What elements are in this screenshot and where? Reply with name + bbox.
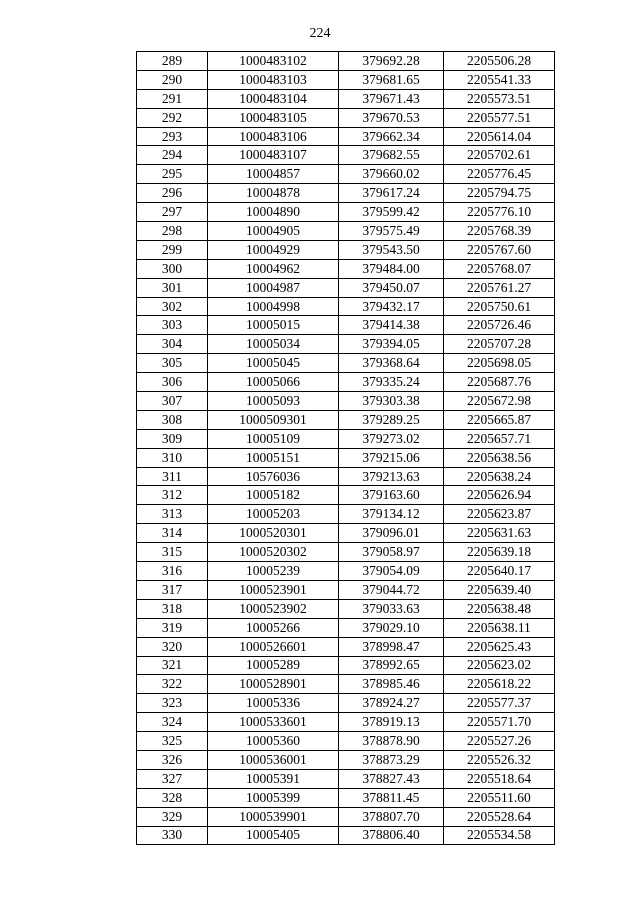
row-index-cell: 289 <box>137 52 208 71</box>
row-index-cell: 307 <box>137 392 208 411</box>
point-id-cell: 1000523901 <box>208 580 339 599</box>
point-id-cell: 1000539901 <box>208 807 339 826</box>
table-row <box>137 788 555 807</box>
y-coordinate-cell: 2205541.33 <box>444 70 555 89</box>
point-id-cell: 10005399 <box>208 788 339 807</box>
y-coordinate-cell: 2205631.63 <box>444 524 555 543</box>
x-coordinate-cell: 379484.00 <box>339 259 444 278</box>
x-coordinate-cell: 378985.46 <box>339 675 444 694</box>
table-row <box>137 373 555 392</box>
x-coordinate-cell: 379432.17 <box>339 297 444 316</box>
table-row <box>137 562 555 581</box>
x-coordinate-cell: 378924.27 <box>339 694 444 713</box>
y-coordinate-cell: 2205672.98 <box>444 392 555 411</box>
y-coordinate-cell: 2205726.46 <box>444 316 555 335</box>
point-id-cell: 1000483102 <box>208 52 339 71</box>
point-id-cell: 10004857 <box>208 165 339 184</box>
row-index-cell: 327 <box>137 769 208 788</box>
x-coordinate-cell: 379335.24 <box>339 373 444 392</box>
table-row <box>137 732 555 751</box>
table-row <box>137 580 555 599</box>
y-coordinate-cell: 2205577.37 <box>444 694 555 713</box>
table-row <box>137 618 555 637</box>
row-index-cell: 301 <box>137 278 208 297</box>
row-index-cell: 308 <box>137 410 208 429</box>
y-coordinate-cell: 2205639.18 <box>444 543 555 562</box>
row-index-cell: 317 <box>137 580 208 599</box>
x-coordinate-cell: 378873.29 <box>339 750 444 769</box>
y-coordinate-cell: 2205623.87 <box>444 505 555 524</box>
row-index-cell: 306 <box>137 373 208 392</box>
y-coordinate-cell: 2205526.32 <box>444 750 555 769</box>
point-id-cell: 1000536001 <box>208 750 339 769</box>
point-id-cell: 1000520302 <box>208 543 339 562</box>
table-row <box>137 826 555 845</box>
point-id-cell: 10005093 <box>208 392 339 411</box>
point-id-cell: 10005182 <box>208 486 339 505</box>
y-coordinate-cell: 2205614.04 <box>444 127 555 146</box>
row-index-cell: 329 <box>137 807 208 826</box>
table-row <box>137 70 555 89</box>
table-row <box>137 108 555 127</box>
y-coordinate-cell: 2205768.39 <box>444 222 555 241</box>
x-coordinate-cell: 378827.43 <box>339 769 444 788</box>
y-coordinate-cell: 2205657.71 <box>444 429 555 448</box>
table-row <box>137 146 555 165</box>
x-coordinate-cell: 379273.02 <box>339 429 444 448</box>
point-id-cell: 1000528901 <box>208 675 339 694</box>
y-coordinate-cell: 2205577.51 <box>444 108 555 127</box>
table-row <box>137 335 555 354</box>
x-coordinate-cell: 378998.47 <box>339 637 444 656</box>
point-id-cell: 10004962 <box>208 259 339 278</box>
table-row <box>137 203 555 222</box>
point-id-cell: 10005151 <box>208 448 339 467</box>
table-row <box>137 807 555 826</box>
point-id-cell: 10005066 <box>208 373 339 392</box>
y-coordinate-cell: 2205794.75 <box>444 184 555 203</box>
row-index-cell: 321 <box>137 656 208 675</box>
y-coordinate-cell: 2205767.60 <box>444 240 555 259</box>
x-coordinate-cell: 379575.49 <box>339 222 444 241</box>
table-row <box>137 392 555 411</box>
table-row <box>137 769 555 788</box>
x-coordinate-cell: 379543.50 <box>339 240 444 259</box>
y-coordinate-cell: 2205534.58 <box>444 826 555 845</box>
row-index-cell: 304 <box>137 335 208 354</box>
y-coordinate-cell: 2205638.48 <box>444 599 555 618</box>
x-coordinate-cell: 379681.65 <box>339 70 444 89</box>
point-id-cell: 10576036 <box>208 467 339 486</box>
x-coordinate-cell: 378878.90 <box>339 732 444 751</box>
point-id-cell: 10005360 <box>208 732 339 751</box>
table-row <box>137 486 555 505</box>
table-row <box>137 599 555 618</box>
row-index-cell: 324 <box>137 713 208 732</box>
point-id-cell: 10004905 <box>208 222 339 241</box>
point-id-cell: 10005289 <box>208 656 339 675</box>
coordinates-table-body <box>137 52 555 845</box>
x-coordinate-cell: 378811.45 <box>339 788 444 807</box>
y-coordinate-cell: 2205768.07 <box>444 259 555 278</box>
x-coordinate-cell: 379289.25 <box>339 410 444 429</box>
row-index-cell: 292 <box>137 108 208 127</box>
row-index-cell: 293 <box>137 127 208 146</box>
row-index-cell: 330 <box>137 826 208 845</box>
point-id-cell: 1000483103 <box>208 70 339 89</box>
y-coordinate-cell: 2205776.10 <box>444 203 555 222</box>
point-id-cell: 10005336 <box>208 694 339 713</box>
table-row <box>137 316 555 335</box>
point-id-cell: 10004987 <box>208 278 339 297</box>
y-coordinate-cell: 2205707.28 <box>444 335 555 354</box>
table-row <box>137 240 555 259</box>
table-row <box>137 675 555 694</box>
row-index-cell: 290 <box>137 70 208 89</box>
row-index-cell: 294 <box>137 146 208 165</box>
x-coordinate-cell: 379058.97 <box>339 543 444 562</box>
row-index-cell: 318 <box>137 599 208 618</box>
table-row <box>137 297 555 316</box>
y-coordinate-cell: 2205506.28 <box>444 52 555 71</box>
x-coordinate-cell: 378919.13 <box>339 713 444 732</box>
coordinates-table <box>136 51 555 845</box>
y-coordinate-cell: 2205638.56 <box>444 448 555 467</box>
table-row <box>137 524 555 543</box>
y-coordinate-cell: 2205639.40 <box>444 580 555 599</box>
y-coordinate-cell: 2205528.64 <box>444 807 555 826</box>
row-index-cell: 325 <box>137 732 208 751</box>
x-coordinate-cell: 379692.28 <box>339 52 444 71</box>
x-coordinate-cell: 378807.70 <box>339 807 444 826</box>
point-id-cell: 1000483104 <box>208 89 339 108</box>
point-id-cell: 1000523902 <box>208 599 339 618</box>
point-id-cell: 10005045 <box>208 354 339 373</box>
table-row <box>137 89 555 108</box>
y-coordinate-cell: 2205640.17 <box>444 562 555 581</box>
x-coordinate-cell: 379033.63 <box>339 599 444 618</box>
row-index-cell: 316 <box>137 562 208 581</box>
x-coordinate-cell: 379054.09 <box>339 562 444 581</box>
table-row <box>137 127 555 146</box>
point-id-cell: 10004929 <box>208 240 339 259</box>
row-index-cell: 303 <box>137 316 208 335</box>
table-row <box>137 52 555 71</box>
row-index-cell: 297 <box>137 203 208 222</box>
table-row <box>137 505 555 524</box>
y-coordinate-cell: 2205776.45 <box>444 165 555 184</box>
x-coordinate-cell: 379414.38 <box>339 316 444 335</box>
point-id-cell: 10004998 <box>208 297 339 316</box>
y-coordinate-cell: 2205511.60 <box>444 788 555 807</box>
row-index-cell: 320 <box>137 637 208 656</box>
x-coordinate-cell: 379029.10 <box>339 618 444 637</box>
row-index-cell: 322 <box>137 675 208 694</box>
x-coordinate-cell: 379617.24 <box>339 184 444 203</box>
y-coordinate-cell: 2205527.26 <box>444 732 555 751</box>
point-id-cell: 1000483105 <box>208 108 339 127</box>
row-index-cell: 296 <box>137 184 208 203</box>
x-coordinate-cell: 379213.63 <box>339 467 444 486</box>
row-index-cell: 298 <box>137 222 208 241</box>
row-index-cell: 295 <box>137 165 208 184</box>
table-row <box>137 259 555 278</box>
x-coordinate-cell: 378992.65 <box>339 656 444 675</box>
row-index-cell: 312 <box>137 486 208 505</box>
point-id-cell: 10005109 <box>208 429 339 448</box>
point-id-cell: 10004878 <box>208 184 339 203</box>
point-id-cell: 1000520301 <box>208 524 339 543</box>
y-coordinate-cell: 2205665.87 <box>444 410 555 429</box>
page-number: 224 <box>309 26 331 41</box>
point-id-cell: 1000483107 <box>208 146 339 165</box>
row-index-cell: 313 <box>137 505 208 524</box>
point-id-cell: 10005203 <box>208 505 339 524</box>
y-coordinate-cell: 2205761.27 <box>444 278 555 297</box>
row-index-cell: 300 <box>137 259 208 278</box>
point-id-cell: 1000483106 <box>208 127 339 146</box>
x-coordinate-cell: 378806.40 <box>339 826 444 845</box>
y-coordinate-cell: 2205625.43 <box>444 637 555 656</box>
row-index-cell: 299 <box>137 240 208 259</box>
x-coordinate-cell: 379303.38 <box>339 392 444 411</box>
table-row <box>137 467 555 486</box>
point-id-cell: 10005405 <box>208 826 339 845</box>
x-coordinate-cell: 379096.01 <box>339 524 444 543</box>
x-coordinate-cell: 379450.07 <box>339 278 444 297</box>
row-index-cell: 302 <box>137 297 208 316</box>
x-coordinate-cell: 379670.53 <box>339 108 444 127</box>
point-id-cell: 10005391 <box>208 769 339 788</box>
x-coordinate-cell: 379671.43 <box>339 89 444 108</box>
point-id-cell: 10004890 <box>208 203 339 222</box>
y-coordinate-cell: 2205638.11 <box>444 618 555 637</box>
point-id-cell: 1000533601 <box>208 713 339 732</box>
row-index-cell: 291 <box>137 89 208 108</box>
table-row <box>137 713 555 732</box>
table-row <box>137 222 555 241</box>
table-row <box>137 410 555 429</box>
x-coordinate-cell: 379368.64 <box>339 354 444 373</box>
point-id-cell: 1000509301 <box>208 410 339 429</box>
table-row <box>137 656 555 675</box>
y-coordinate-cell: 2205626.94 <box>444 486 555 505</box>
point-id-cell: 10005239 <box>208 562 339 581</box>
y-coordinate-cell: 2205702.61 <box>444 146 555 165</box>
table-row <box>137 543 555 562</box>
table-row <box>137 694 555 713</box>
y-coordinate-cell: 2205571.70 <box>444 713 555 732</box>
table-row <box>137 750 555 769</box>
x-coordinate-cell: 379682.55 <box>339 146 444 165</box>
x-coordinate-cell: 379044.72 <box>339 580 444 599</box>
x-coordinate-cell: 379662.34 <box>339 127 444 146</box>
x-coordinate-cell: 379134.12 <box>339 505 444 524</box>
y-coordinate-cell: 2205638.24 <box>444 467 555 486</box>
table-row <box>137 184 555 203</box>
row-index-cell: 305 <box>137 354 208 373</box>
row-index-cell: 314 <box>137 524 208 543</box>
y-coordinate-cell: 2205518.64 <box>444 769 555 788</box>
y-coordinate-cell: 2205573.51 <box>444 89 555 108</box>
x-coordinate-cell: 379394.05 <box>339 335 444 354</box>
table-row <box>137 165 555 184</box>
table-row <box>137 637 555 656</box>
x-coordinate-cell: 379215.06 <box>339 448 444 467</box>
y-coordinate-cell: 2205618.22 <box>444 675 555 694</box>
row-index-cell: 315 <box>137 543 208 562</box>
y-coordinate-cell: 2205750.61 <box>444 297 555 316</box>
x-coordinate-cell: 379660.02 <box>339 165 444 184</box>
point-id-cell: 10005015 <box>208 316 339 335</box>
table-row <box>137 448 555 467</box>
table-row <box>137 429 555 448</box>
row-index-cell: 323 <box>137 694 208 713</box>
row-index-cell: 326 <box>137 750 208 769</box>
row-index-cell: 319 <box>137 618 208 637</box>
x-coordinate-cell: 379163.60 <box>339 486 444 505</box>
point-id-cell: 10005266 <box>208 618 339 637</box>
y-coordinate-cell: 2205687.76 <box>444 373 555 392</box>
y-coordinate-cell: 2205623.02 <box>444 656 555 675</box>
row-index-cell: 310 <box>137 448 208 467</box>
row-index-cell: 309 <box>137 429 208 448</box>
y-coordinate-cell: 2205698.05 <box>444 354 555 373</box>
table-row <box>137 354 555 373</box>
table-row <box>137 278 555 297</box>
point-id-cell: 10005034 <box>208 335 339 354</box>
row-index-cell: 328 <box>137 788 208 807</box>
row-index-cell: 311 <box>137 467 208 486</box>
x-coordinate-cell: 379599.42 <box>339 203 444 222</box>
point-id-cell: 1000526601 <box>208 637 339 656</box>
